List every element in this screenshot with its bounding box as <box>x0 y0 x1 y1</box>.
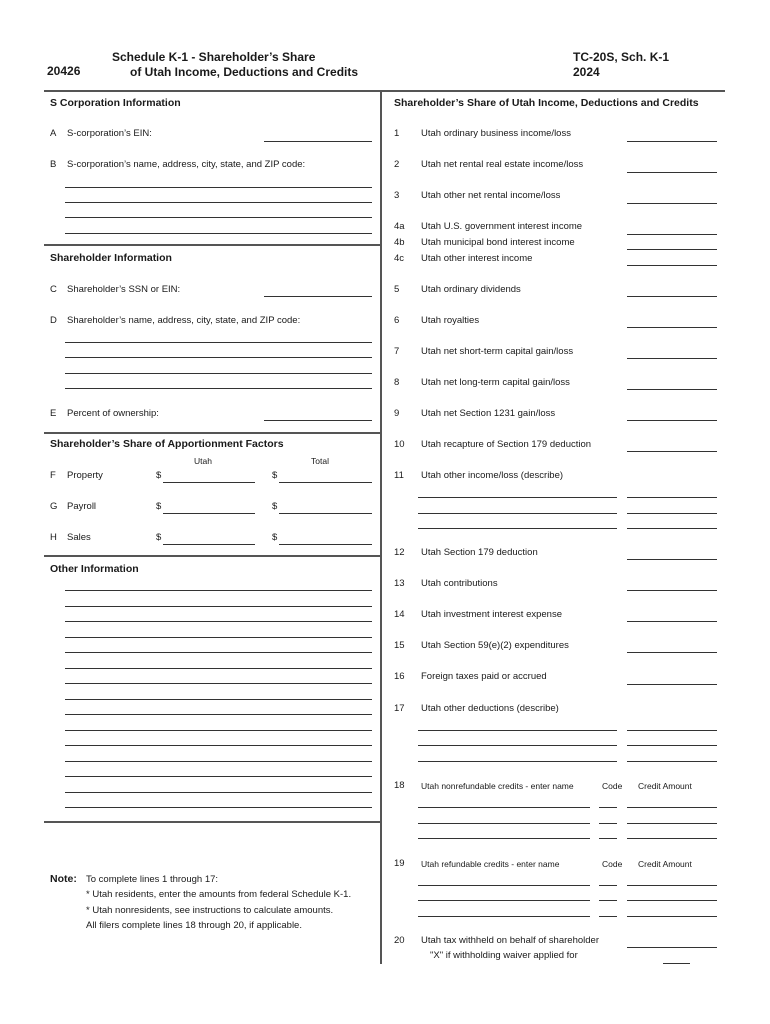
s-corp-heading: S Corporation Information <box>50 97 181 109</box>
line-4c-amount[interactable] <box>627 265 717 266</box>
line-9-amount[interactable] <box>627 420 717 421</box>
line-11-amount[interactable] <box>627 497 717 498</box>
line-17-description[interactable] <box>418 761 617 762</box>
other-info-line[interactable] <box>65 668 372 669</box>
dollar-sign: $ <box>272 470 278 481</box>
line-label: Utah net short-term capital gain/loss <box>421 346 574 357</box>
line-number: 14 <box>394 609 405 620</box>
line-label: Utah U.S. government interest income <box>421 221 583 232</box>
shareholder-address-line-4[interactable] <box>65 388 372 389</box>
line-label: Utah other income/loss (describe) <box>421 470 564 481</box>
a-label: S-corporation’s EIN: <box>67 128 152 139</box>
note-line-1: To complete lines 1 through 17: <box>86 874 219 885</box>
line-label: Utah Section 59(e)(2) expenditures <box>421 640 569 651</box>
line-13-amount[interactable] <box>627 590 717 591</box>
payroll-utah-field[interactable] <box>163 513 255 514</box>
dollar-sign: $ <box>156 532 162 543</box>
c-letter: C <box>50 284 57 295</box>
line-2-amount[interactable] <box>627 172 717 173</box>
b-label: S-corporation’s name, address, city, state, and ZIP code: <box>67 159 306 170</box>
line-number: 2 <box>394 159 400 170</box>
other-info-line[interactable] <box>65 621 372 622</box>
divider-note <box>44 821 380 823</box>
line-label: Utah recapture of Section 179 deduction <box>421 439 592 450</box>
line-19-code[interactable] <box>599 885 617 886</box>
other-info-line[interactable] <box>65 807 372 808</box>
line-18-credit-name[interactable] <box>418 838 590 839</box>
note-label: Note: <box>50 873 77 885</box>
line-1-amount[interactable] <box>627 141 717 142</box>
e-letter: E <box>50 408 57 419</box>
line-19-code[interactable] <box>599 900 617 901</box>
line-number: 16 <box>394 671 405 682</box>
line-14-amount[interactable] <box>627 621 717 622</box>
line-18-label: Utah nonrefundable credits - enter name <box>421 781 574 791</box>
line-4a-amount[interactable] <box>627 234 717 235</box>
line-label: Utah other net rental income/loss <box>421 190 561 201</box>
line-18-credit-amount[interactable] <box>627 838 717 839</box>
line-label: Utah ordinary business income/loss <box>421 128 571 139</box>
line-number: 4a <box>394 221 405 232</box>
line-number: 11 <box>394 470 404 481</box>
s-corp-address-line-3[interactable] <box>65 217 372 218</box>
line-18-credit-name[interactable] <box>418 807 590 808</box>
line-17-amount[interactable] <box>627 761 717 762</box>
line-19-credit-name[interactable] <box>418 916 590 917</box>
line-label: Utah ordinary dividends <box>421 284 521 295</box>
line-number: 13 <box>394 578 405 589</box>
line-19-credit-name[interactable] <box>418 885 590 886</box>
credit-amount-column-label: Credit Amount <box>638 781 692 791</box>
line-label: Utah municipal bond interest income <box>421 237 575 248</box>
sales-total-field[interactable] <box>279 544 372 545</box>
line-11-amount[interactable] <box>627 528 717 529</box>
line-18-credit-name[interactable] <box>418 823 590 824</box>
form-id: TC-20S, Sch. K-1 <box>573 50 670 64</box>
line-19-credit-amount[interactable] <box>627 885 717 886</box>
line-6-amount[interactable] <box>627 327 717 328</box>
line-8-amount[interactable] <box>627 389 717 390</box>
line-18-code[interactable] <box>599 838 617 839</box>
line-20-amount[interactable] <box>627 947 717 948</box>
divider-apportionment <box>44 432 380 434</box>
other-info-heading: Other Information <box>50 563 139 575</box>
g-letter: G <box>50 501 58 512</box>
line-18-credit-amount[interactable] <box>627 823 717 824</box>
divider-shareholder <box>44 244 380 246</box>
line-label: Utah net rental real estate income/loss <box>421 159 584 170</box>
line-11-description[interactable] <box>418 528 617 529</box>
line-number: 8 <box>394 377 400 388</box>
s-corp-address-line-1[interactable] <box>65 187 372 188</box>
line-number: 5 <box>394 284 400 295</box>
s-corp-address-line-2[interactable] <box>65 202 372 203</box>
property-utah-field[interactable] <box>163 482 255 483</box>
note-line-2: * Utah residents, enter the amounts from federal Schedule K-1. <box>86 889 352 900</box>
withholding-waiver-box[interactable] <box>663 963 690 964</box>
line-number: 12 <box>394 547 405 558</box>
line-label: Foreign taxes paid or accrued <box>421 671 547 682</box>
line-label: Utah royalties <box>421 315 480 326</box>
b-letter: B <box>50 159 57 170</box>
line-number: 4c <box>394 253 405 264</box>
other-info-line[interactable] <box>65 637 372 638</box>
shareholder-address-line-3[interactable] <box>65 373 372 374</box>
line-number: 6 <box>394 315 400 326</box>
sales-utah-field[interactable] <box>163 544 255 545</box>
code-column-label: Code <box>602 859 623 869</box>
line-4b-amount[interactable] <box>627 249 717 250</box>
line-18-code[interactable] <box>599 807 617 808</box>
center-divider <box>380 91 382 964</box>
dollar-sign: $ <box>156 470 162 481</box>
apportionment-heading: Shareholder’s Share of Apportionment Factors <box>50 438 284 450</box>
tax-year: 2024 <box>573 65 600 79</box>
line-number: 7 <box>394 346 400 357</box>
shareholder-ssn-field[interactable] <box>264 296 372 297</box>
line-19-credit-amount[interactable] <box>627 916 717 917</box>
shareholder-address-line-2[interactable] <box>65 357 372 358</box>
line-19-credit-name[interactable] <box>418 900 590 901</box>
h-letter: H <box>50 532 57 543</box>
line-15-amount[interactable] <box>627 652 717 653</box>
other-info-line[interactable] <box>65 652 372 653</box>
form-title-line2: of Utah Income, Deductions and Credits <box>130 65 359 79</box>
h-label: Sales <box>67 532 91 543</box>
right-heading: Shareholder’s Share of Utah Income, Deductions and Credits <box>394 97 699 109</box>
other-info-line[interactable] <box>65 606 372 607</box>
line-20-waiver-label: "X" if withholding waiver applied for <box>430 950 578 961</box>
line-label: Utah net long-term capital gain/loss <box>421 377 570 388</box>
g-label: Payroll <box>67 501 97 512</box>
other-info-line[interactable] <box>65 590 372 591</box>
line-12-amount[interactable] <box>627 559 717 560</box>
f-label: Property <box>67 470 103 481</box>
line-number: 15 <box>394 640 405 651</box>
line-18-code[interactable] <box>599 823 617 824</box>
line-label: Utah other deductions (describe) <box>421 703 559 714</box>
other-info-line[interactable] <box>65 776 372 777</box>
note-line-4: All filers complete lines 18 through 20, if applicable. <box>86 920 302 931</box>
other-info-line[interactable] <box>65 714 372 715</box>
ownership-percent-field[interactable] <box>264 420 372 421</box>
code-column-label: Code <box>602 781 623 791</box>
line-number: 10 <box>394 439 405 450</box>
line-17-amount[interactable] <box>627 730 717 731</box>
divider-other-info <box>44 555 380 557</box>
top-rule <box>44 90 725 92</box>
c-label: Shareholder’s SSN or EIN: <box>67 284 181 295</box>
dollar-sign: $ <box>156 501 162 512</box>
f-letter: F <box>50 470 56 481</box>
line-number: 17 <box>394 703 405 714</box>
shareholder-address-line-1[interactable] <box>65 342 372 343</box>
line-number: 19 <box>394 858 405 869</box>
property-total-field[interactable] <box>279 482 372 483</box>
column-utah: Utah <box>194 456 212 466</box>
a-letter: A <box>50 128 57 139</box>
line-label: Utah contributions <box>421 578 498 589</box>
line-5-amount[interactable] <box>627 296 717 297</box>
line-number: 4b <box>394 237 405 248</box>
line-20-label: Utah tax withheld on behalf of shareholder <box>421 935 599 946</box>
column-total: Total <box>311 456 329 466</box>
shareholder-heading: Shareholder Information <box>50 252 172 264</box>
line-16-amount[interactable] <box>627 684 717 685</box>
line-3-amount[interactable] <box>627 203 717 204</box>
payroll-total-field[interactable] <box>279 513 372 514</box>
line-19-code[interactable] <box>599 916 617 917</box>
line-19-label: Utah refundable credits - enter name <box>421 859 560 869</box>
line-number: 18 <box>394 780 405 791</box>
other-info-line[interactable] <box>65 730 372 731</box>
line-17-description[interactable] <box>418 730 617 731</box>
other-info-line[interactable] <box>65 792 372 793</box>
other-info-line[interactable] <box>65 745 372 746</box>
e-label: Percent of ownership: <box>67 408 159 419</box>
line-19-credit-amount[interactable] <box>627 900 717 901</box>
form-title-line1: Schedule K-1 - Shareholder’s Share <box>112 50 316 64</box>
other-info-line[interactable] <box>65 761 372 762</box>
form-number: 20426 <box>47 64 81 78</box>
line-7-amount[interactable] <box>627 358 717 359</box>
line-17-description[interactable] <box>418 745 617 746</box>
s-corp-address-line-4[interactable] <box>65 233 372 234</box>
line-number: 20 <box>394 935 405 946</box>
line-11-description[interactable] <box>418 513 617 514</box>
line-18-credit-amount[interactable] <box>627 807 717 808</box>
line-number: 3 <box>394 190 400 201</box>
d-letter: D <box>50 315 57 326</box>
d-label: Shareholder’s name, address, city, state, and ZIP code: <box>67 315 301 326</box>
line-10-amount[interactable] <box>627 451 717 452</box>
line-label: Utah investment interest expense <box>421 609 562 620</box>
other-info-line[interactable] <box>65 683 372 684</box>
line-number: 1 <box>394 128 400 139</box>
note-line-3: * Utah nonresidents, see instructions to calculate amounts. <box>86 905 334 916</box>
line-17-amount[interactable] <box>627 745 717 746</box>
credit-amount-column-label: Credit Amount <box>638 859 692 869</box>
line-number: 9 <box>394 408 400 419</box>
line-label: Utah Section 179 deduction <box>421 547 538 558</box>
line-11-amount[interactable] <box>627 513 717 514</box>
dollar-sign: $ <box>272 532 278 543</box>
dollar-sign: $ <box>272 501 278 512</box>
line-label: Utah net Section 1231 gain/loss <box>421 408 556 419</box>
line-label: Utah other interest income <box>421 253 533 264</box>
line-11-description[interactable] <box>418 497 617 498</box>
other-info-line[interactable] <box>65 699 372 700</box>
s-corp-ein-field[interactable] <box>264 141 372 142</box>
